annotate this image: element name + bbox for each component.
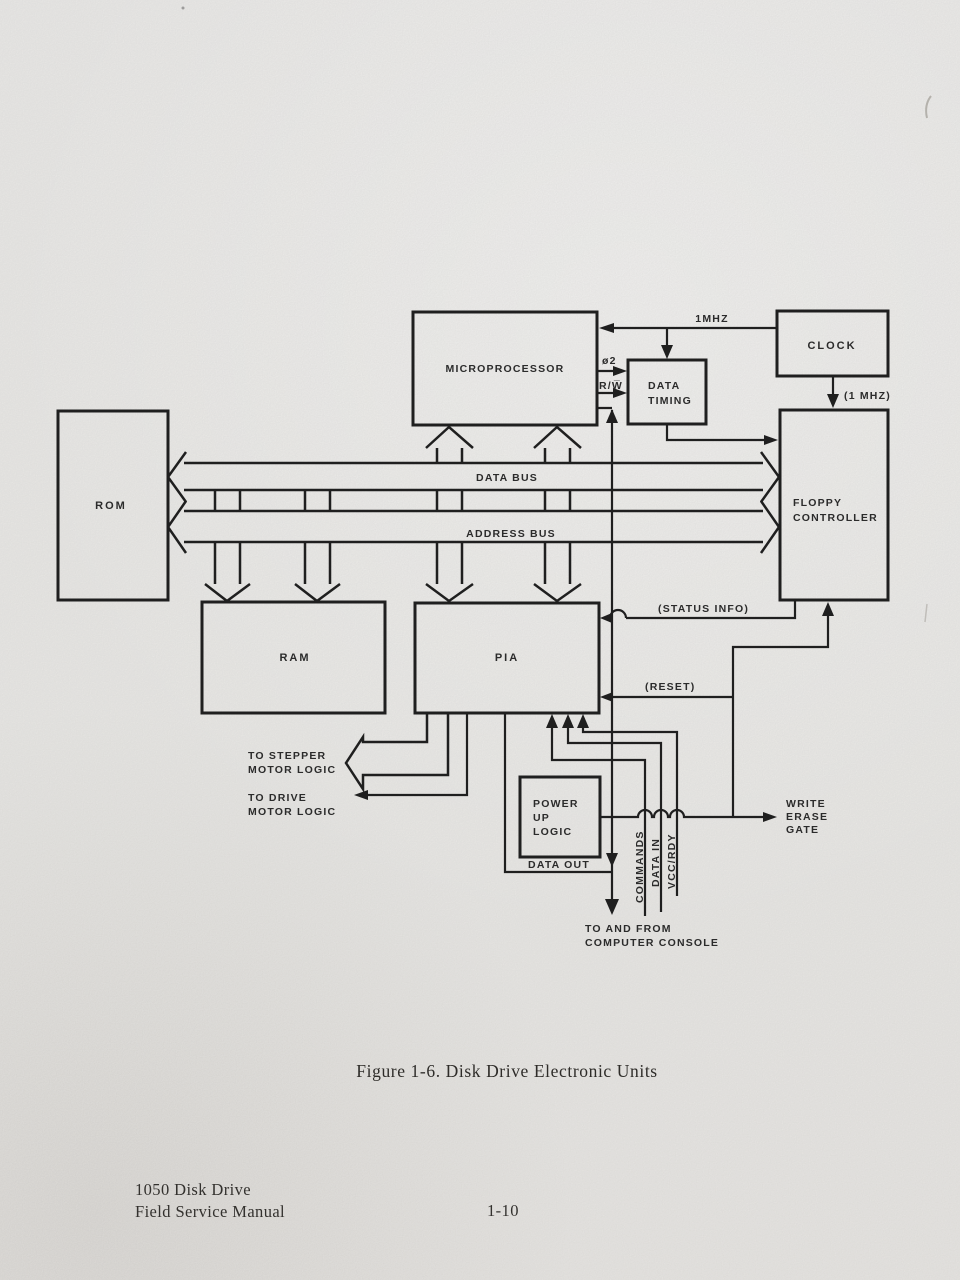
power-up-logic-label-line1: POWER	[533, 798, 579, 810]
footer-title-line2: Field Service Manual	[135, 1202, 286, 1221]
footer-title-line1: 1050 Disk Drive	[135, 1180, 251, 1199]
microprocessor-label: MICROPROCESSOR	[445, 363, 565, 375]
data-out-label: DATA OUT	[528, 859, 590, 871]
1mhz-clock-label: (1 MHZ)	[844, 390, 891, 402]
clock-label: CLOCK	[807, 340, 857, 352]
floppy-controller-label-line2: CONTROLLER	[793, 512, 878, 524]
page-number: 1-10	[487, 1201, 519, 1220]
address-bus-label: ADDRESS BUS	[466, 528, 556, 540]
data-in-label: DATA IN	[650, 837, 662, 887]
console-label-line2: COMPUTER CONSOLE	[585, 937, 720, 949]
commands-label: COMMANDS	[634, 830, 646, 903]
status-info-label: (STATUS INFO)	[658, 603, 750, 615]
vcc-rdy-label: VCC/RDY	[666, 833, 678, 889]
data-bus-label: DATA BUS	[476, 472, 538, 484]
write-erase-label-line3: GATE	[786, 824, 820, 836]
rw-label: R/W̅	[599, 380, 624, 392]
stepper-label-line1: TO STEPPER	[248, 750, 327, 762]
power-up-logic-label-line2: UP	[533, 812, 550, 824]
write-erase-label-line1: WRITE	[786, 798, 826, 810]
ram-label: RAM	[279, 652, 311, 664]
rom-label: ROM	[95, 500, 127, 512]
drive-label-line2: MOTOR LOGIC	[248, 806, 337, 818]
pia-label: PIA	[494, 652, 520, 664]
reset-label: (RESET)	[645, 681, 696, 693]
console-label-line1: TO AND FROM	[585, 923, 672, 935]
figure-caption: Figure 1-6. Disk Drive Electronic Units	[356, 1061, 658, 1081]
write-erase-label-line2: ERASE	[786, 811, 829, 823]
data-timing-label-line2: TIMING	[648, 395, 692, 407]
drive-label-line1: TO DRIVE	[248, 792, 307, 804]
phi2-label: ø2	[602, 355, 617, 367]
data-timing-label-line1: DATA	[648, 380, 681, 392]
stepper-label-line2: MOTOR LOGIC	[248, 764, 337, 776]
floppy-controller-label-line1: FLOPPY	[793, 497, 843, 509]
1mhz-label: 1MHZ	[695, 313, 729, 325]
power-up-logic-label-line3: LOGIC	[533, 826, 573, 838]
speck-top	[182, 7, 185, 10]
